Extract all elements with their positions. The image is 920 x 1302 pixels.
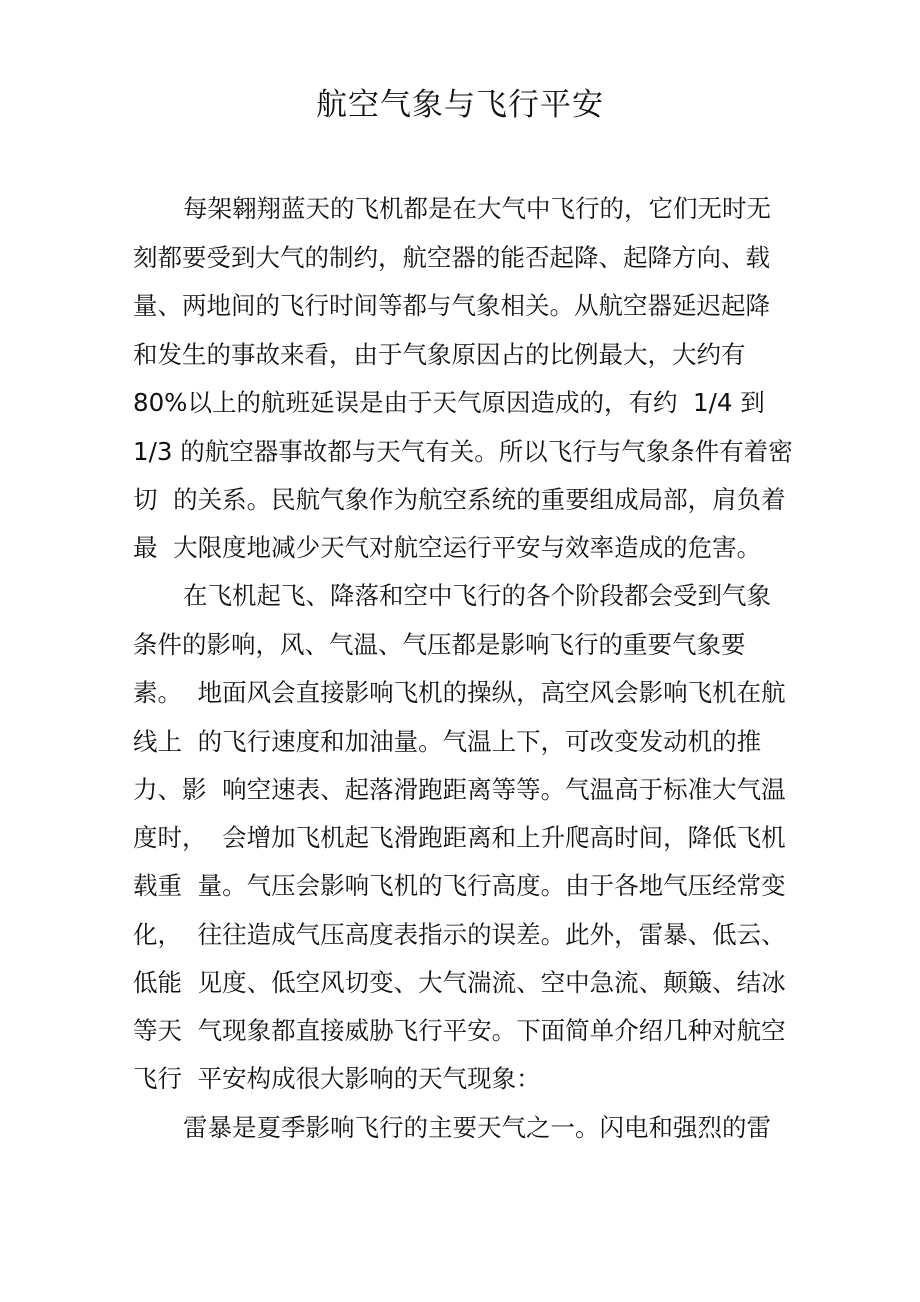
paragraph-2-line-10: 等天 气现象都直接威胁飞行平安。下面简单介绍几种对航空: [133, 1016, 786, 1045]
paragraph-1-line-1: 每架翱翔蓝天的飞机都是在大气中飞行的，它们无时无: [183, 194, 771, 223]
paragraph-2-line-2: 条件的影响，风、气温、气压都是影响飞行的重要气象要: [133, 630, 746, 659]
paragraph-2-line-8: 化， 往往造成气压高度表指示的误差。此外，雷暴、低云、: [133, 920, 786, 949]
paragraph-1-line-6: 1/3 的航空器事故都与天气有关。所以飞行与气象条件有着密: [133, 437, 793, 466]
paragraph-2-line-6: 度时， 会增加飞机起飞滑跑距离和上升爬高时间，降低飞机: [133, 823, 786, 852]
paragraph-1-line-5: 80%以上的航班延误是由于天气原因造成的，有约 1/4 到: [133, 388, 765, 417]
paragraph-2-line-9: 低能 见度、低空风切变、大气湍流、空中急流、颠簸、结冰: [133, 968, 786, 997]
paragraph-2-line-1: 在飞机起飞、降落和空中飞行的各个阶段都会受到气象: [183, 581, 771, 610]
paragraph-2-line-7: 载重 量。气压会影响飞机的飞行高度。由于各地气压经常变: [133, 871, 786, 900]
paragraph-1-line-7: 切 的关系。民航气象作为航空系统的重要组成局部，肩负着: [133, 485, 786, 514]
paragraph-1-line-3: 量、两地间的飞行时间等都与气象相关。从航空器延迟起降: [133, 291, 770, 320]
paragraph-1-line-4: 和发生的事故来看，由于气象原因占的比例最大，大约有: [133, 340, 746, 369]
paragraph-2-line-3: 素。 地面风会直接影响飞机的操纵，高空风会影响飞机在航: [133, 678, 786, 707]
paragraph-2-line-4: 线上 的飞行速度和加油量。气温上下，可改变发动机的推: [133, 727, 762, 756]
paragraph-1-line-8: 最 大限度地减少天气对航空运行平安与效率造成的危害。: [133, 533, 762, 562]
paragraph-3-line-1: 雷暴是夏季影响飞行的主要天气之一。闪电和强烈的雷: [183, 1113, 771, 1142]
paragraph-2-line-11: 飞行 平安构成很大影响的天气现象：: [133, 1064, 541, 1093]
document-title: 航空气象与飞行平安: [316, 87, 604, 123]
paragraph-1-line-2: 刻都要受到大气的制约，航空器的能否起降、起降方向、载: [133, 243, 770, 272]
paragraph-2-line-5: 力、影 响空速表、起落滑跑距离等等。气温高于标准大气温: [133, 775, 786, 804]
